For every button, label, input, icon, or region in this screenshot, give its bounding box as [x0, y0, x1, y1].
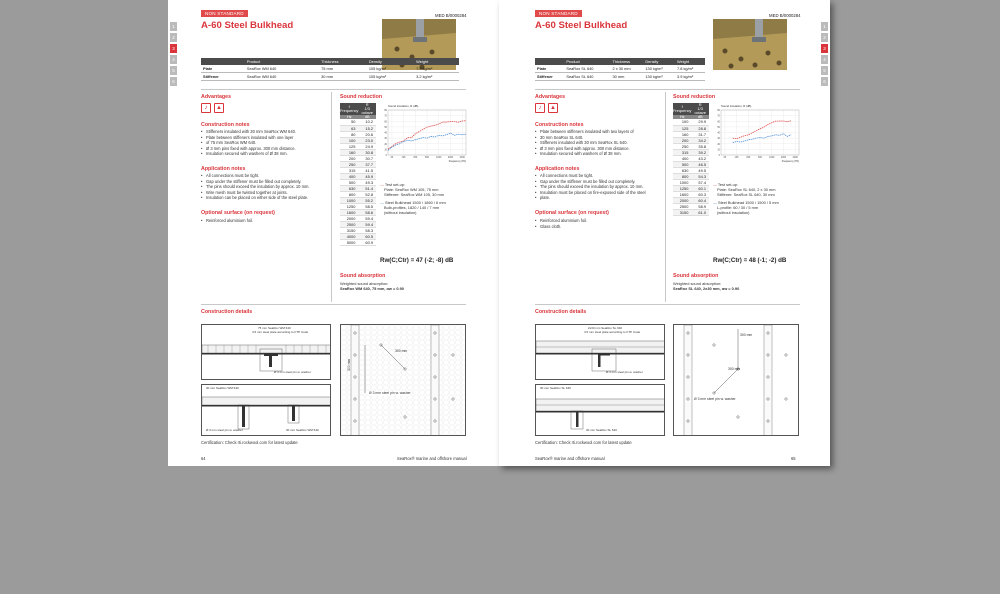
frequency-table: [673, 103, 709, 216]
column-divider: [665, 92, 666, 302]
table-cell: Plate: [201, 65, 245, 73]
drawing-label: Ø 3 mm steel pin w. washer: [274, 370, 311, 374]
r-cell: 54.3: [691, 173, 709, 179]
unit-db: dB: [691, 115, 709, 119]
x-tick-label: 250: [413, 156, 418, 160]
r-cell: 49.5: [691, 167, 709, 173]
r-cell: 57.4: [691, 179, 709, 185]
page-title: A-60 Steel Bulkhead: [535, 20, 628, 31]
table-cell: SeaRox SL 640: [564, 73, 610, 81]
freq-cell: 250: [673, 143, 691, 149]
r-cell: 20.6: [358, 131, 376, 137]
freq-cell: 1600: [673, 191, 691, 197]
advantage-icons: [535, 103, 558, 113]
construction-details-heading: Construction details: [535, 309, 587, 315]
drawing-label: 30 mm SeaRox WM 640: [286, 428, 319, 432]
application-notes-list: [535, 173, 661, 201]
y-tick-label: 20: [717, 142, 720, 146]
r-cell: 61.0: [691, 209, 709, 215]
r-cell: 52.8: [358, 191, 376, 197]
list-item: • of 75 mm SeaRox WM 640.: [201, 140, 327, 146]
x-tick-label: 2000: [780, 156, 787, 160]
table-row: [535, 65, 705, 73]
left-page: [168, 0, 499, 466]
r-cell: 39.2: [691, 149, 709, 155]
table-row: [535, 73, 705, 81]
drawing-label: Ø 3 mm steel pin w. washer: [206, 428, 243, 432]
construction-notes-heading: Construction notes: [201, 122, 250, 128]
freq-cell: 1250: [673, 185, 691, 191]
table-cell: Plate: [535, 65, 564, 73]
freq-cell: 630: [673, 167, 691, 173]
chapter-tab-active[interactable]: 3: [821, 44, 828, 53]
r-cell: 49.3: [358, 179, 376, 185]
r-cell: 58.3: [358, 227, 376, 233]
freq-cell: 2000: [673, 197, 691, 203]
r-cell: 46.5: [691, 161, 709, 167]
optional-surface-list: [201, 218, 327, 224]
sound-absorption-heading: Sound absorption: [340, 273, 386, 279]
y-tick-label: 30: [384, 137, 387, 141]
page-title: A-60 Steel Bulkhead: [201, 20, 294, 31]
freq-cell: 1600: [340, 209, 358, 215]
x-axis-label: Frequency (Hz): [448, 159, 466, 163]
table-cell: 130 kg/m³: [643, 73, 675, 81]
legend-label: Test set-up:: [384, 182, 406, 187]
y-tick-label: 80: [717, 109, 720, 112]
chart-legend: — Test set-up: Plate: SeaRox WM 105, 75 mm Stiffener: SeaRox WM 105, 30 mm — Steel Bulkhead 1500 / 1860 / 6 mm Bulb-profiles, 1820 / 140 / 7 mm (without insulation): [380, 183, 466, 215]
list-item: • Gap under the stiffener must be filled out completely.: [201, 179, 327, 185]
table-cell: 7.9 kg/m²: [414, 65, 459, 73]
table-cell: 30 mm: [610, 73, 643, 81]
y-tick-label: 60: [384, 120, 387, 124]
table-header: Density: [643, 58, 675, 65]
x-tick-label: 4000: [459, 156, 465, 160]
drawing-label: 300 mm: [395, 349, 408, 353]
drawing-label: Ø 3 mm steel pin w. washer: [694, 397, 736, 401]
optional-surface-heading: Optional surface (on request): [535, 210, 609, 216]
series-line: [733, 121, 791, 139]
fire-icon: ▲: [548, 103, 558, 113]
freq-cell: 63: [340, 125, 358, 131]
list-item: • The pins should exceed the insulation by approx. 10 mm.: [201, 184, 327, 190]
unit-hz: Hz: [673, 115, 691, 119]
freq-cell: 630: [340, 185, 358, 191]
certification-note: Certification: Check rti.rockwool.com for latest update: [535, 440, 632, 445]
drawing-label: 300 mm: [728, 367, 741, 371]
table-cell: 3.9 kg/m²: [675, 73, 705, 81]
table-cell: 105 kg/m³: [367, 65, 414, 73]
freq-cell: 4000: [340, 233, 358, 239]
list-item: • All connections must be tight.: [535, 173, 661, 179]
list-item: • Gap under the stiffener must be filled out completely.: [535, 179, 661, 185]
r-cell: 58.5: [358, 203, 376, 209]
table-header: Density: [367, 58, 414, 65]
list-item: • Plate between stiffeners insulated with one layer: [201, 135, 327, 141]
advantages-heading: Advantages: [201, 94, 232, 100]
y-tick-label: 0: [718, 154, 720, 157]
chapter-tab-active[interactable]: 3: [170, 44, 177, 53]
y-tick-label: 60: [717, 120, 720, 124]
section-drawing-top: [535, 324, 665, 380]
chapter-tab[interactable]: 1: [170, 22, 177, 31]
table-header: Weight: [414, 58, 459, 65]
optional-surface-list: [535, 218, 661, 229]
table-cell: 3.2 kg/m²: [414, 73, 459, 81]
table-cell: 105 kg/m³: [367, 73, 414, 81]
page-footer: SeaRox® marine and offshore manual: [535, 456, 605, 461]
chapter-tab[interactable]: 6: [170, 77, 177, 86]
absorption-text: Weighted sound absorption:: [340, 281, 389, 286]
x-tick-label: 1000: [436, 156, 442, 160]
r-cell: 24.9: [358, 143, 376, 149]
r-cell: 58.9: [691, 203, 709, 209]
list-item: • 30 mm SeaRox SL 640.: [535, 135, 661, 141]
y-tick-label: 10: [384, 148, 387, 152]
legend-label: Steel Bulkhead 1500 / 1500 / 5 mm: [717, 199, 779, 205]
r-cell: 43.2: [691, 155, 709, 161]
r-cell: 35.8: [691, 143, 709, 149]
table-header: Thickness: [610, 58, 643, 65]
section-drawing-bottom: [201, 384, 331, 436]
section-drawing-bottom: [535, 384, 665, 436]
y-tick-label: 10: [717, 148, 720, 152]
certification-note: Certification: Check rti.rockwool.com for latest update: [201, 440, 298, 445]
freq-cell: 100: [673, 119, 691, 125]
r-cell: 23.0: [358, 137, 376, 143]
application-notes-list: [201, 173, 327, 201]
y-tick-label: 20: [384, 142, 387, 146]
freq-cell: 500: [340, 179, 358, 185]
absorption-value: SeaRox WM 640, 75 mm, αw = 0.90: [340, 286, 404, 291]
construction-notes-list: [535, 129, 661, 157]
chapter-tab[interactable]: 5: [170, 66, 177, 75]
table-cell: SeaRox SL 640: [564, 65, 610, 73]
column-divider: [331, 92, 332, 302]
rw-value: Rw(C;Ctr) = 48 (-1; -2) dB: [713, 257, 787, 264]
advantage-icons: [201, 103, 224, 113]
y-tick-label: 40: [717, 131, 720, 135]
med-number: MED B/0000284: [435, 13, 467, 18]
r-cell: 30.8: [358, 149, 376, 155]
x-tick-label: 250: [746, 156, 751, 160]
r-cell: 31.7: [691, 131, 709, 137]
table-cell: SeaRox WM 640: [245, 73, 319, 81]
sound-absorption-heading: Sound absorption: [673, 273, 719, 279]
x-axis-label: Frequency (Hz): [781, 159, 799, 163]
right-page: [499, 0, 830, 466]
r-cell: 60.5: [358, 233, 376, 239]
table-header: [201, 58, 245, 65]
table-cell: 2 x 30 mm: [610, 65, 643, 73]
legend-line: Stiffener: SeaRox SL 640, 30 mm: [717, 191, 775, 197]
y-tick-label: 80: [384, 109, 387, 112]
list-item: • Insulation secured with washers of Ø 38 mm.: [201, 151, 327, 157]
freq-cell: 160: [673, 131, 691, 137]
r-cell: 60.1: [691, 185, 709, 191]
y-tick-label: 50: [717, 125, 720, 129]
freq-cell: 800: [340, 191, 358, 197]
table-cell: 130 kg/m³: [643, 65, 675, 73]
divider: [535, 304, 800, 305]
legend-line: (without insulation): [384, 209, 417, 215]
legend-line: (without insulation): [717, 209, 750, 215]
chapter-tabs: [170, 22, 177, 86]
r-header: R 1/3 octave: [691, 103, 709, 115]
unit-hz: Hz: [340, 115, 358, 119]
construction-notes-heading: Construction notes: [535, 122, 584, 128]
freq-cell: 500: [673, 161, 691, 167]
list-item: • Wire mesh must be twisted together at joints.: [201, 190, 327, 196]
chart-legend: — Test set-up: Plate: SeaRox SL 640, 2 x 30 mm Stiffener: SeaRox SL 640, 30 mm — Steel Bulkhead 1500 / 1500 / 5 mm L-profile: 60 / 30 / 5 mm (without insulation): [713, 183, 799, 215]
freq-cell: 3150: [340, 227, 358, 233]
chapter-tab[interactable]: 6: [821, 77, 828, 86]
freq-header: f Frequency: [340, 104, 359, 113]
absorption-text: Weighted sound absorption:: [673, 281, 722, 286]
table-header: Thickness: [319, 58, 367, 65]
list-item: • Ø 3 mm pins fixed with approx. 300 mm distance.: [201, 146, 327, 152]
x-tick-label: 4000: [792, 156, 798, 160]
non-standard-badge: NON STANDARD: [201, 10, 248, 17]
y-tick-label: 40: [384, 131, 387, 135]
product-table: [535, 58, 705, 81]
r-cell: 51.4: [358, 185, 376, 191]
table-header: Product: [564, 58, 610, 65]
r-cell: 37.7: [358, 161, 376, 167]
r-cell: 34.2: [691, 137, 709, 143]
list-item: • Insulation can be placed on either side of the steel plate.: [201, 195, 327, 201]
freq-cell: 1250: [340, 203, 358, 209]
r-cell: 60.9: [358, 239, 376, 245]
list-item: • plate.: [535, 195, 661, 201]
legend-line: Stiffener: SeaRox WM 105, 30 mm: [384, 191, 445, 197]
product-table: [201, 58, 459, 81]
table-cell: SeaRox WM 640: [245, 65, 319, 73]
list-item: • Stiffeners insulated with 30 mm SeaRox WM 640.: [201, 129, 327, 135]
legend-line: L-profile: 60 / 30 / 5 mm: [717, 204, 759, 210]
list-item: • Ø 3 mm pins fixed with approx. 300 mm distance.: [535, 146, 661, 152]
freq-cell: 400: [673, 155, 691, 161]
list-item: • Reinforced aluminium foil.: [535, 218, 661, 224]
r-cell: 28.8: [691, 125, 709, 131]
construction-details-heading: Construction details: [201, 309, 253, 315]
drawing-label: 30 mm SeaRox SL 640: [586, 428, 617, 432]
r-cell: 30.7: [358, 155, 376, 161]
r-cell: 59.4: [358, 215, 376, 221]
freq-cell: 50: [340, 119, 358, 125]
chapter-tab[interactable]: 1: [821, 22, 828, 31]
freq-header: f Frequency: [673, 104, 692, 113]
fire-icon: ▲: [214, 103, 224, 113]
unit-db: dB: [358, 115, 376, 119]
list-item: • All connections must be tight.: [201, 173, 327, 179]
sound-reduction-heading: Sound reduction: [340, 94, 383, 100]
sound-reduction-chart: [713, 103, 803, 163]
r-cell: 29.9: [691, 119, 709, 125]
chapter-tabs: [821, 22, 828, 86]
x-tick-label: 63: [390, 156, 394, 160]
freq-cell: 1000: [673, 179, 691, 185]
list-item: • The pins should exceed the insulation by approx. 10 mm.: [535, 184, 661, 190]
x-tick-label: 125: [734, 156, 739, 160]
table-cell: 75 mm: [319, 65, 367, 73]
freq-cell: 315: [673, 149, 691, 155]
construction-notes-list: [201, 129, 327, 157]
freq-cell: 250: [340, 161, 358, 167]
y-tick-label: 0: [385, 154, 387, 157]
table-row: [201, 65, 459, 73]
chart-title: Sound insulation, R (dB): [388, 104, 419, 108]
r-cell: 10.2: [358, 119, 376, 125]
drawing-label: 300 mm: [740, 333, 753, 337]
freq-cell: 800: [673, 173, 691, 179]
application-notes-heading: Application notes: [201, 166, 246, 172]
x-tick-label: 500: [758, 156, 762, 160]
sound-icon: ♪: [535, 103, 545, 113]
freq-cell: 5000: [340, 239, 358, 245]
list-item: • Glass cloth.: [535, 224, 661, 230]
drawing-label: 4.5 mm steel plate according to FTP Code: [252, 330, 309, 334]
y-tick-label: 30: [717, 137, 720, 141]
drawing-label: 75 mm SeaRox WM 640: [258, 326, 291, 330]
page-number: 65: [791, 456, 796, 461]
freq-cell: 100: [340, 137, 358, 143]
table-header: [535, 58, 564, 65]
chapter-tab[interactable]: 4: [821, 55, 828, 64]
legend-line: Plate: SeaRox WM 105, 75 mm: [384, 186, 439, 192]
drawing-label: 2x30 mm SeaRox SL 640: [588, 326, 623, 330]
freq-row: [340, 239, 376, 245]
sound-icon: ♪: [201, 103, 211, 113]
r-cell: 55.2: [358, 197, 376, 203]
x-tick-label: 63: [723, 156, 727, 160]
page-number: 64: [201, 456, 206, 461]
plan-drawing: [673, 324, 799, 436]
freq-cell: 3150: [673, 209, 691, 215]
drawing-label: Ø 3 mm steel pin w. washer: [606, 370, 643, 374]
y-tick-label: 50: [384, 125, 387, 129]
drawing-label: 30 mm SeaRox SL 640: [540, 386, 571, 390]
section-drawing-top: [201, 324, 331, 380]
list-item: • Plate between stiffeners insulated with two layers of: [535, 129, 661, 135]
x-tick-label: 2000: [447, 156, 454, 160]
freq-cell: 125: [673, 125, 691, 131]
legend-label: Steel Bulkhead 1500 / 1860 / 6 mm: [384, 199, 446, 205]
plan-drawing: [340, 324, 466, 436]
r-cell: 41.5: [358, 167, 376, 173]
med-number: MED B/0000284: [769, 13, 801, 18]
legend-label: Test set-up:: [717, 182, 739, 187]
page-footer: SeaRox® marine and offshore manual: [397, 456, 467, 461]
divider: [535, 89, 800, 90]
freq-cell: 125: [340, 143, 358, 149]
rw-value: Rw(C;Ctr) = 47 (-2; -8) dB: [380, 257, 454, 264]
table-cell: Stiffener: [535, 73, 564, 81]
chapter-tab[interactable]: 5: [821, 66, 828, 75]
legend-line: Bulb-profiles, 1820 / 140 / 7 mm: [384, 204, 440, 210]
list-item: • Stiffeners insulated with 30 mm SeaRox SL 640.: [535, 140, 661, 146]
chapter-tab[interactable]: 2: [170, 33, 177, 42]
x-tick-label: 125: [401, 156, 406, 160]
drawing-label: Ø 3 mm steel pin w. washer: [369, 391, 411, 395]
freq-cell: 2000: [340, 215, 358, 221]
absorption-value: SeaRox SL 640, 2x30 mm, αw = 0.90: [673, 286, 740, 291]
optional-surface-heading: Optional surface (on request): [201, 210, 275, 216]
sound-reduction-heading: Sound reduction: [673, 94, 716, 100]
x-tick-label: 500: [425, 156, 429, 160]
freq-cell: 200: [340, 155, 358, 161]
freq-row: [673, 209, 709, 215]
sound-reduction-chart: [380, 103, 470, 163]
advantages-heading: Advantages: [535, 94, 566, 100]
r-header: R 1/3 octave: [358, 103, 376, 115]
chapter-tab[interactable]: 4: [170, 55, 177, 64]
freq-cell: 2500: [340, 221, 358, 227]
r-cell: 59.4: [358, 221, 376, 227]
drawing-label: 4.5 mm steel plate according to FTP Code: [584, 330, 641, 334]
y-tick-label: 70: [717, 114, 720, 118]
table-header: Product: [245, 58, 319, 65]
drawing-label: 30 mm SeaRox WM 640: [206, 386, 239, 390]
freq-cell: 400: [340, 173, 358, 179]
table-row: [201, 73, 459, 81]
freq-cell: 160: [340, 149, 358, 155]
freq-cell: 1000: [340, 197, 358, 203]
r-cell: 45.9: [358, 173, 376, 179]
r-cell: 60.3: [691, 191, 709, 197]
x-tick-label: 1000: [769, 156, 775, 160]
r-cell: 15.2: [358, 125, 376, 131]
non-standard-badge: NON STANDARD: [535, 10, 582, 17]
r-cell: 60.4: [691, 197, 709, 203]
chapter-tab[interactable]: 2: [821, 33, 828, 42]
table-cell: Stiffener: [201, 73, 245, 81]
application-notes-heading: Application notes: [535, 166, 580, 172]
table-cell: 30 mm: [319, 73, 367, 81]
y-tick-label: 70: [384, 114, 387, 118]
list-item: • Insulation must be placed on fire-exposed side of the steel: [535, 190, 661, 196]
freq-cell: 2500: [673, 203, 691, 209]
r-cell: 58.6: [358, 209, 376, 215]
drawing-label: 300 mm: [347, 358, 351, 371]
product-photo: [713, 19, 787, 70]
freq-cell: 200: [673, 137, 691, 143]
frequency-table: [340, 103, 376, 246]
list-item: • Reinforced aluminium foil.: [201, 218, 327, 224]
divider: [201, 89, 466, 90]
legend-line: Plate: SeaRox SL 640, 2 x 30 mm: [717, 186, 776, 192]
freq-cell: 80: [340, 131, 358, 137]
freq-cell: 315: [340, 167, 358, 173]
chart-title: Sound insulation, R (dB): [721, 104, 752, 108]
divider: [201, 304, 466, 305]
table-cell: 7.8 kg/m²: [675, 65, 705, 73]
list-item: • Insulation secured with washers of Ø 38 mm.: [535, 151, 661, 157]
table-header: Weight: [675, 58, 705, 65]
